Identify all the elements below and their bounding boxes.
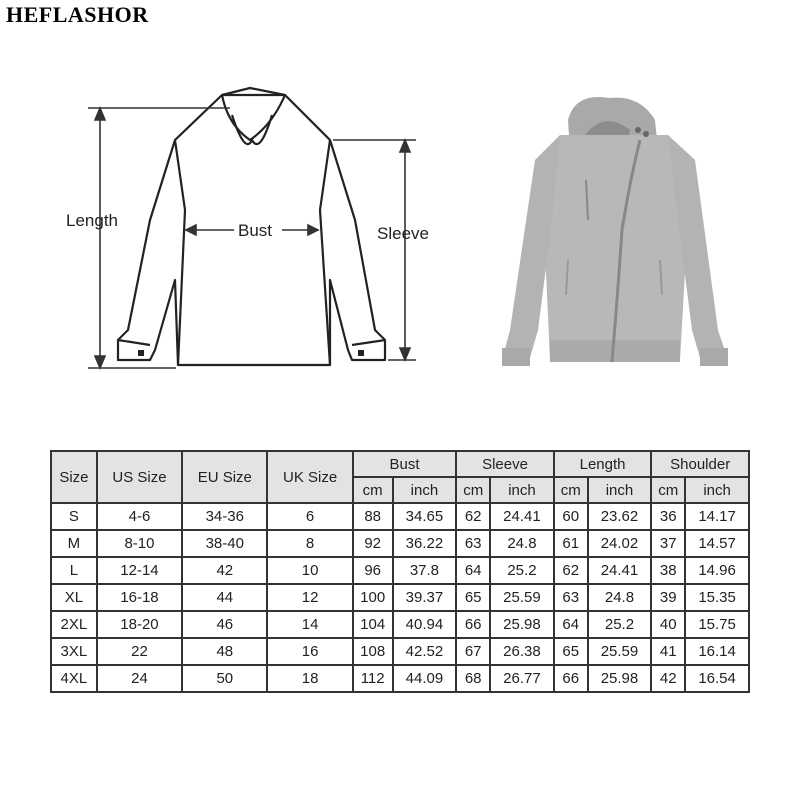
header-sleeve-inch: inch (490, 477, 554, 503)
cell-shoulder-inch: 15.35 (685, 584, 749, 611)
hoodie-product-image (490, 90, 740, 380)
cell-shoulder-cm: 37 (651, 530, 685, 557)
cell-size: 3XL (51, 638, 97, 665)
cell-length-inch: 24.41 (588, 557, 652, 584)
cell-us-size: 16-18 (97, 584, 182, 611)
cell-length-cm: 61 (554, 530, 588, 557)
cell-length-cm: 65 (554, 638, 588, 665)
size-chart-table (50, 450, 750, 693)
header-shoulder-inch: inch (685, 477, 749, 503)
cell-uk-size: 8 (267, 530, 352, 557)
cell-us-size: 12-14 (97, 557, 182, 584)
cell-sleeve-cm: 62 (456, 503, 490, 530)
cell-sleeve-cm: 64 (456, 557, 490, 584)
cell-us-size: 22 (97, 638, 182, 665)
header-sleeve-cm: cm (456, 477, 490, 503)
length-label: Length (66, 211, 118, 230)
table-row (51, 557, 749, 584)
cell-length-cm: 66 (554, 665, 588, 692)
header-length-cm: cm (554, 477, 588, 503)
cell-shoulder-cm: 41 (651, 638, 685, 665)
cell-uk-size: 18 (267, 665, 352, 692)
cell-bust-inch: 40.94 (393, 611, 457, 638)
cell-sleeve-inch: 25.98 (490, 611, 554, 638)
cell-shoulder-cm: 42 (651, 665, 685, 692)
cell-bust-cm: 108 (353, 638, 393, 665)
cell-size: 4XL (51, 665, 97, 692)
header-shoulder-cm: cm (651, 477, 685, 503)
table-row (51, 584, 749, 611)
cell-length-cm: 63 (554, 584, 588, 611)
cell-bust-inch: 36.22 (393, 530, 457, 557)
cell-sleeve-cm: 68 (456, 665, 490, 692)
cell-size: S (51, 503, 97, 530)
cell-bust-inch: 34.65 (393, 503, 457, 530)
cell-shoulder-cm: 38 (651, 557, 685, 584)
cell-shoulder-inch: 14.57 (685, 530, 749, 557)
cell-bust-cm: 88 (353, 503, 393, 530)
cell-us-size: 4-6 (97, 503, 182, 530)
cell-eu-size: 48 (182, 638, 267, 665)
size-table-body (51, 503, 749, 692)
cell-size: L (51, 557, 97, 584)
cell-sleeve-cm: 67 (456, 638, 490, 665)
cell-eu-size: 42 (182, 557, 267, 584)
cell-bust-cm: 92 (353, 530, 393, 557)
cell-sleeve-inch: 24.8 (490, 530, 554, 557)
cell-length-cm: 64 (554, 611, 588, 638)
brand-logo: HEFLASHOR (6, 2, 149, 27)
header-shoulder: Shoulder (651, 451, 749, 477)
cell-shoulder-cm: 39 (651, 584, 685, 611)
cell-eu-size: 38-40 (182, 530, 267, 557)
cell-sleeve-inch: 26.38 (490, 638, 554, 665)
cell-bust-cm: 112 (353, 665, 393, 692)
cell-bust-inch: 37.8 (393, 557, 457, 584)
cell-sleeve-inch: 24.41 (490, 503, 554, 530)
sleeve-label: Sleeve (377, 224, 429, 243)
cell-shoulder-inch: 16.54 (685, 665, 749, 692)
cell-length-inch: 24.02 (588, 530, 652, 557)
cell-us-size: 8-10 (97, 530, 182, 557)
table-row (51, 665, 749, 692)
cell-size: XL (51, 584, 97, 611)
cell-sleeve-cm: 63 (456, 530, 490, 557)
cell-bust-cm: 104 (353, 611, 393, 638)
cell-length-inch: 25.98 (588, 665, 652, 692)
cell-uk-size: 10 (267, 557, 352, 584)
cell-bust-inch: 39.37 (393, 584, 457, 611)
cell-length-cm: 60 (554, 503, 588, 530)
header-bust-cm: cm (353, 477, 393, 503)
cell-sleeve-cm: 66 (456, 611, 490, 638)
cell-us-size: 18-20 (97, 611, 182, 638)
cell-shoulder-inch: 15.75 (685, 611, 749, 638)
cell-eu-size: 34-36 (182, 503, 267, 530)
cell-length-inch: 24.8 (588, 584, 652, 611)
cell-eu-size: 44 (182, 584, 267, 611)
cell-length-inch: 23.62 (588, 503, 652, 530)
header-bust: Bust (353, 451, 457, 477)
cell-length-inch: 25.59 (588, 638, 652, 665)
header-eu-size: EU Size (182, 451, 267, 503)
cell-bust-cm: 96 (353, 557, 393, 584)
header-length-inch: inch (588, 477, 652, 503)
cell-size: M (51, 530, 97, 557)
cell-us-size: 24 (97, 665, 182, 692)
cell-length-cm: 62 (554, 557, 588, 584)
cell-shoulder-inch: 16.14 (685, 638, 749, 665)
header-length: Length (554, 451, 652, 477)
bust-label: Bust (238, 221, 273, 240)
cell-uk-size: 6 (267, 503, 352, 530)
cell-length-inch: 25.2 (588, 611, 652, 638)
cell-sleeve-cm: 65 (456, 584, 490, 611)
cell-sleeve-inch: 25.59 (490, 584, 554, 611)
cell-bust-inch: 44.09 (393, 665, 457, 692)
table-row (51, 638, 749, 665)
measurement-diagram (0, 60, 470, 390)
cell-uk-size: 16 (267, 638, 352, 665)
header-uk-size: UK Size (267, 451, 352, 503)
cell-uk-size: 12 (267, 584, 352, 611)
cell-sleeve-inch: 26.77 (490, 665, 554, 692)
cell-bust-inch: 42.52 (393, 638, 457, 665)
table-row (51, 611, 749, 638)
cell-shoulder-cm: 40 (651, 611, 685, 638)
table-row (51, 503, 749, 530)
header-bust-inch: inch (393, 477, 457, 503)
cell-uk-size: 14 (267, 611, 352, 638)
cell-sleeve-inch: 25.2 (490, 557, 554, 584)
cell-bust-cm: 100 (353, 584, 393, 611)
header-sleeve: Sleeve (456, 451, 554, 477)
cell-eu-size: 46 (182, 611, 267, 638)
cell-shoulder-inch: 14.17 (685, 503, 749, 530)
header-size: Size (51, 451, 97, 503)
table-row (51, 530, 749, 557)
header-us-size: US Size (97, 451, 182, 503)
cell-shoulder-cm: 36 (651, 503, 685, 530)
cell-size: 2XL (51, 611, 97, 638)
cell-shoulder-inch: 14.96 (685, 557, 749, 584)
cell-eu-size: 50 (182, 665, 267, 692)
